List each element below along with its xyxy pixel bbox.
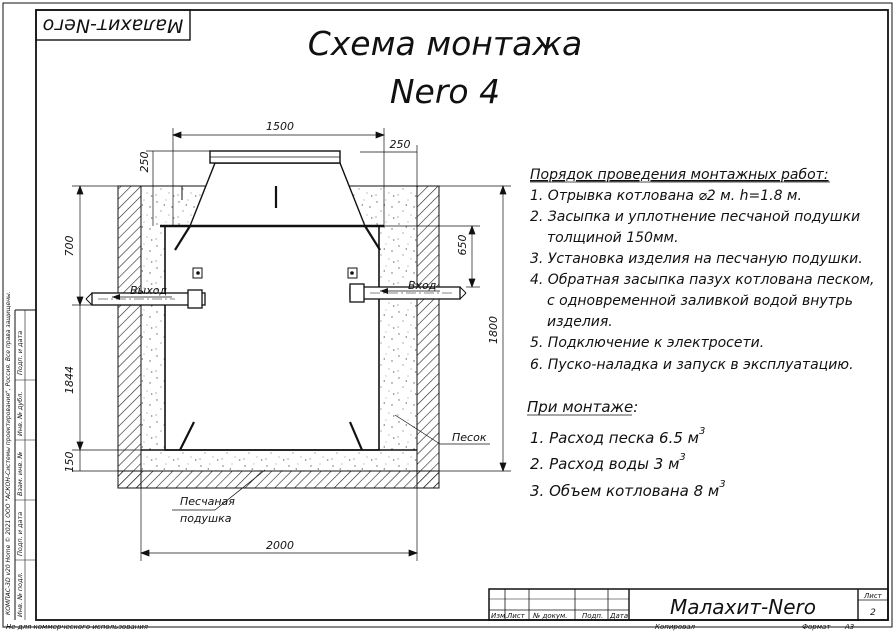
side-cell-3: Взам. инв. №	[16, 451, 24, 496]
dim-pit-width: 2000	[266, 539, 294, 552]
tb-col-date: Дата	[610, 612, 629, 620]
procedure-line-9: 6. Пуско-наладка и запуск в эксплуатацию.	[530, 357, 854, 373]
footer-format-value: A3	[845, 623, 855, 631]
procedure-line-4: 3. Установка изделия на песчаную подушки.	[530, 251, 863, 267]
procedure-line-7: изделия.	[547, 314, 613, 330]
tank-shoulder	[190, 163, 365, 226]
dim-top-width: 1500	[266, 120, 294, 133]
dim-shoulder: 250	[389, 138, 411, 151]
side-strip	[5, 291, 36, 620]
procedure-line-5: 4. Обратная засыпка пазух котлована песком,	[530, 272, 875, 288]
sand-label: Песок	[452, 431, 487, 444]
outlet-label: Выход	[130, 284, 168, 297]
cushion-label-line1: Песчаная	[180, 495, 235, 508]
dim-lower-height: 1844	[63, 366, 76, 394]
drawing-title: Схема монтажа	[307, 24, 583, 63]
side-company-line: КОМПАС-3D v20 Home © 2021 ООО "АСКОН-Системы проектирования", Россия. Все права защищены.	[5, 291, 12, 615]
procedure-line-6: с одновременной заливкой водой внутрь	[547, 293, 853, 309]
side-cell-5: Инв. № подл.	[16, 572, 24, 617]
tb-col-sheet: Лист	[507, 612, 525, 620]
tank-body	[165, 226, 379, 450]
procedure-block	[530, 167, 875, 373]
installation-item-1: 1. Расход песка 6.5 $м^3$	[530, 426, 706, 447]
dim-inner-height: 650	[456, 234, 469, 256]
tb-col-doc: № докум.	[533, 612, 568, 620]
side-cell-4: Подп. и дата	[16, 511, 24, 556]
procedure-line-3: толщиной 150мм.	[547, 230, 679, 246]
tb-col-sign: Подп.	[582, 612, 604, 620]
footer-format-label: Формат	[802, 623, 831, 631]
footer-noncommercial: Не для коммерческого использования	[6, 623, 148, 631]
pit-section	[86, 151, 466, 488]
soil-bottom	[118, 471, 439, 488]
side-cell-1: Подп. и дата	[16, 330, 24, 375]
dim-sand-cushion: 150	[63, 451, 76, 473]
mirrored-stamp	[36, 10, 190, 40]
installation-item-2: 2. Расход воды 3 $м^3$	[530, 452, 686, 473]
mirrored-stamp-text: Малахит-Nего	[42, 14, 184, 37]
cushion-label-line2: подушка	[180, 512, 232, 525]
inlet-label: Вход	[408, 279, 437, 292]
installation-heading: При монтаже:	[527, 398, 639, 416]
side-cell-2: Инв. № дубл.	[16, 391, 24, 436]
installation-block	[527, 398, 726, 500]
tb-name: Малахит-Nero	[670, 595, 816, 619]
procedure-line-2: 2. Засыпка и уплотнение песчаной подушки	[530, 209, 861, 225]
dim-body-height: 700	[63, 235, 76, 257]
footer-copied: Копировал	[655, 623, 695, 631]
dim-neck-height: 250	[138, 151, 151, 173]
title-block	[489, 589, 888, 620]
dim-total-depth: 1800	[487, 316, 500, 344]
procedure-line-8: 5. Подключение к электросети.	[530, 335, 765, 351]
installation-item-3: 3. Объем котлована 8 $м^3$	[530, 479, 726, 500]
drawing-model: Nero 4	[389, 72, 501, 111]
soil-wall-right	[417, 186, 439, 488]
procedure-heading: Порядок проведения монтажных работ:	[530, 167, 829, 183]
tb-sheet-number: 2	[870, 608, 876, 618]
tb-sheet-label: Лист	[864, 592, 882, 600]
soil-wall-left	[118, 186, 141, 488]
tb-col-change: Изм.	[491, 612, 508, 620]
procedure-line-1: 1. Отрывка котлована ⌀2 м. h=1.8 м.	[530, 188, 802, 204]
